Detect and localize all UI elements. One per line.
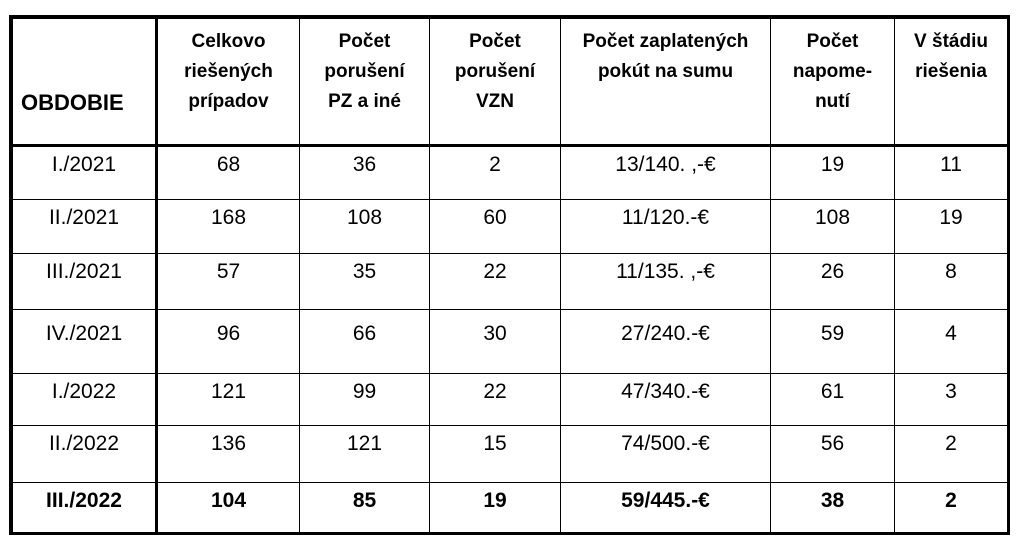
cell-pending: 3 [895, 374, 1008, 426]
header-pz: Počet porušení PZ a iné [300, 19, 430, 146]
cell-vzn: 2 [430, 146, 561, 200]
cell-total: 168 [157, 200, 300, 254]
cell-pending: 2 [895, 426, 1008, 483]
cell-period: II./2022 [13, 426, 157, 483]
cell-period: III./2022 [13, 483, 157, 533]
cell-vzn: 60 [430, 200, 561, 254]
cell-fines: 74/500.-€ [561, 426, 771, 483]
cell-pending: 2 [895, 483, 1008, 533]
cell-warnings: 26 [771, 254, 895, 310]
cell-vzn: 15 [430, 426, 561, 483]
cell-vzn: 22 [430, 374, 561, 426]
cell-vzn: 30 [430, 310, 561, 374]
cell-vzn: 22 [430, 254, 561, 310]
cell-vzn: 19 [430, 483, 561, 533]
cell-total: 96 [157, 310, 300, 374]
cell-fines: 27/240.-€ [561, 310, 771, 374]
header-obdobie: OBDOBIE [13, 19, 157, 146]
cell-warnings: 108 [771, 200, 895, 254]
cell-period: II./2021 [13, 200, 157, 254]
cell-total: 136 [157, 426, 300, 483]
table-row [13, 200, 1008, 254]
cell-pz: 99 [300, 374, 430, 426]
cell-pending: 8 [895, 254, 1008, 310]
cell-warnings: 59 [771, 310, 895, 374]
cell-pz: 35 [300, 254, 430, 310]
table-row [13, 374, 1008, 426]
cell-total: 121 [157, 374, 300, 426]
cell-period: III./2021 [13, 254, 157, 310]
cell-fines: 13/140. ,-€ [561, 146, 771, 200]
cell-warnings: 19 [771, 146, 895, 200]
table-row [13, 426, 1008, 483]
table-row [13, 146, 1008, 200]
header-v-stadiu: V štádiu riešenia [895, 19, 1008, 146]
cell-period: IV./2021 [13, 310, 157, 374]
table-row [13, 310, 1008, 374]
cell-pz: 36 [300, 146, 430, 200]
header-celkovo: Celkovo riešených prípadov [157, 19, 300, 146]
report-table [12, 18, 1008, 533]
table-row [13, 254, 1008, 310]
cell-total: 68 [157, 146, 300, 200]
table-header-row [13, 19, 1008, 146]
cell-pending: 4 [895, 310, 1008, 374]
cell-warnings: 38 [771, 483, 895, 533]
header-pokuty: Počet zaplatených pokút na sumu [561, 19, 771, 146]
cell-warnings: 61 [771, 374, 895, 426]
cell-period: I./2022 [13, 374, 157, 426]
cell-pz: 121 [300, 426, 430, 483]
header-vzn: Počet porušení VZN [430, 19, 561, 146]
cell-fines: 59/445.-€ [561, 483, 771, 533]
cell-fines: 11/120.-€ [561, 200, 771, 254]
cell-total: 57 [157, 254, 300, 310]
cell-period: I./2021 [13, 146, 157, 200]
cell-fines: 11/135. ,-€ [561, 254, 771, 310]
cell-pending: 19 [895, 200, 1008, 254]
cell-fines: 47/340.-€ [561, 374, 771, 426]
header-napomenuti: Počet napome- nutí [771, 19, 895, 146]
table-row [13, 483, 1008, 533]
cell-total: 104 [157, 483, 300, 533]
cell-pz: 85 [300, 483, 430, 533]
cell-warnings: 56 [771, 426, 895, 483]
cell-pending: 11 [895, 146, 1008, 200]
cell-pz: 108 [300, 200, 430, 254]
report-table-frame [9, 15, 1010, 535]
cell-pz: 66 [300, 310, 430, 374]
